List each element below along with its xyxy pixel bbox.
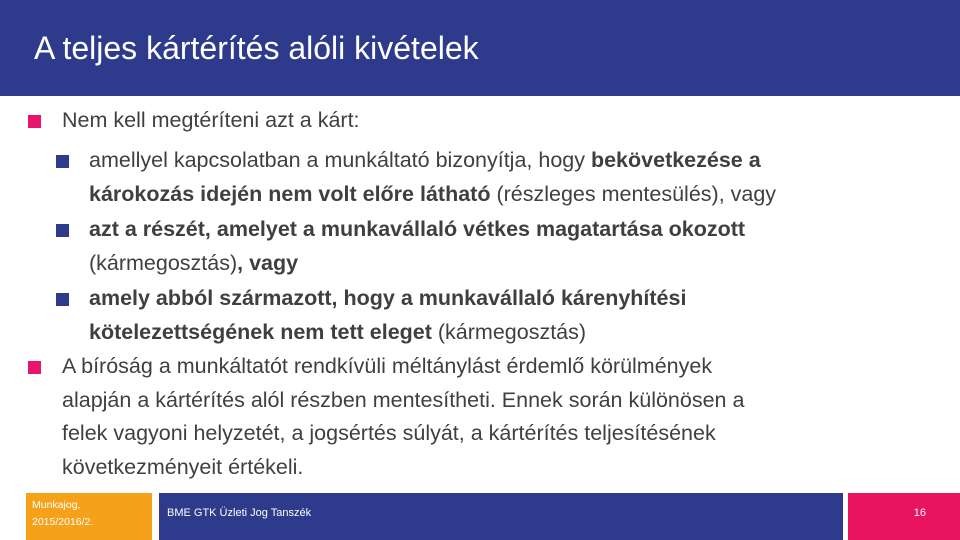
text-bold: amely abból származott, hogy a munkavállaló kárenyhítési (89, 286, 687, 310)
text-line: felek vagyoni helyzetét, a jogsértés súlyát, a kártérítés teljesítésének (62, 421, 716, 445)
text-bold: azt a részét, amelyet a munkavállaló vétkes magatartása okozott (89, 217, 746, 241)
square-bullet-icon (56, 155, 69, 168)
text-plain: (kármegosztás) (431, 319, 587, 344)
footer-semester: 2015/2016/2. (32, 516, 94, 528)
bullet-text (89, 213, 745, 280)
text-line: A bíróság a munkáltatót rendkívüli méltánylást érdemlő körülmények (62, 354, 713, 378)
bullet-text (89, 144, 776, 211)
footer-department: BME GTK Üzleti Jog Tanszék (167, 507, 312, 519)
footer-page-block (848, 493, 960, 540)
square-bullet-icon (28, 361, 41, 374)
text-line: alapján a kártérítés alól részben mentesítheti. Ennek során különösen a (62, 387, 745, 412)
square-bullet-icon (56, 224, 69, 237)
bullet-text: Nem kell megtéríteni azt a kárt: (62, 108, 360, 132)
page-number: 16 (913, 507, 926, 519)
text-plain: amellyel kapcsolatban a munkáltató bizonyítja, hogy (89, 148, 591, 172)
bullet-item-level1 (28, 350, 744, 484)
bullet-item-level2 (56, 282, 686, 349)
bullet-item-level2 (56, 213, 745, 280)
footer-course-block (26, 493, 152, 540)
text-bold: kötelezettségének nem tett eleget (89, 319, 432, 344)
text-plain: (részleges mentesülés), vagy (490, 181, 777, 206)
bullet-text (62, 350, 744, 484)
bullet-item-level2 (56, 144, 776, 211)
footer-course-name: Munkajog, (32, 499, 81, 511)
slide-header (0, 0, 960, 96)
text-bold: , vagy (237, 250, 299, 275)
bullet-text (89, 282, 686, 349)
slide-title: A teljes kártérítés alóli kivételek (34, 30, 479, 66)
text-bold: károkozás idején nem volt előre látható (89, 181, 491, 206)
text-bold: bekövetkezése a (590, 148, 761, 172)
square-bullet-icon (56, 293, 69, 306)
text-plain: (kármegosztás) (89, 250, 238, 275)
footer-department-block (159, 493, 843, 540)
footer-course-text (32, 497, 93, 531)
square-bullet-icon (28, 115, 41, 128)
text-line: következményeit értékeli. (62, 454, 304, 479)
bullet-item-level1 (28, 104, 360, 138)
